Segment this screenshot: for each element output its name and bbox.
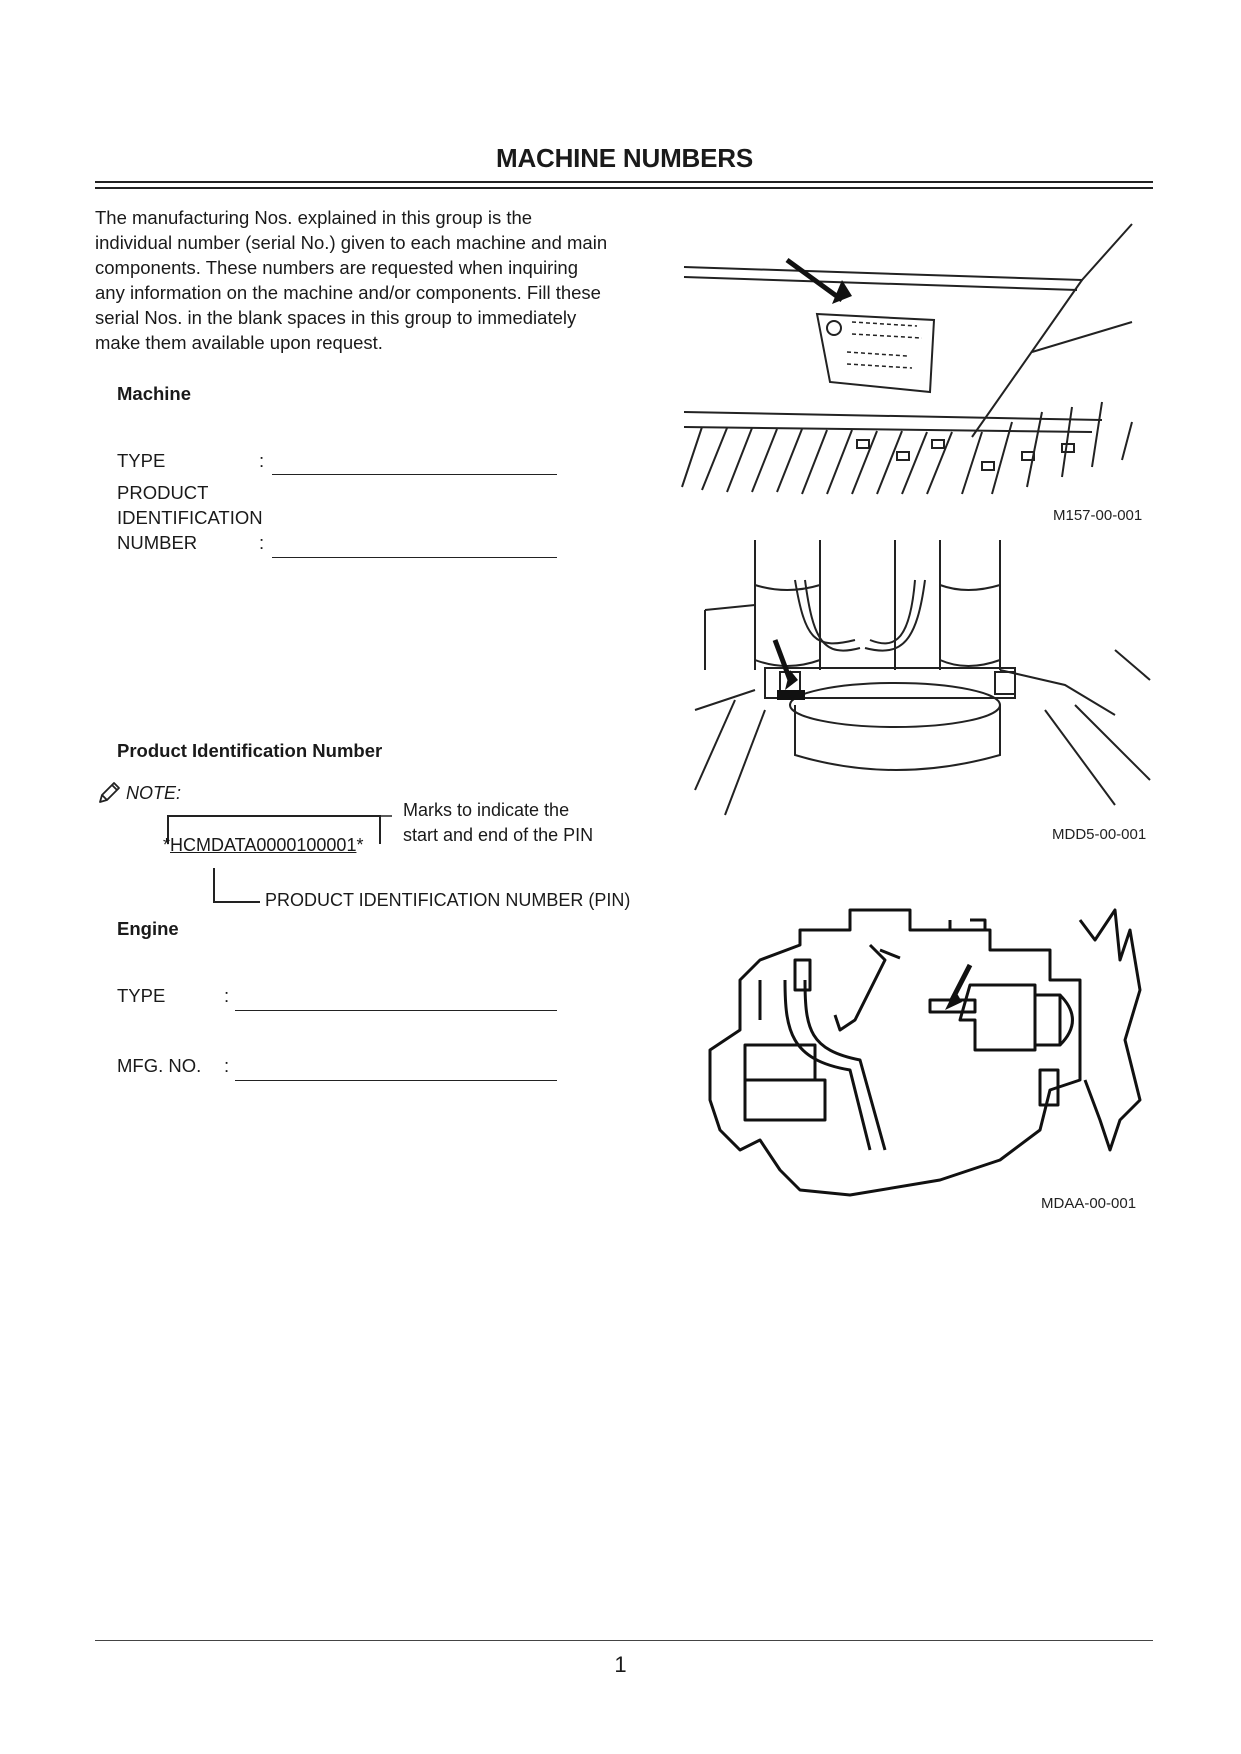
intro-paragraph [95, 205, 655, 355]
figure-caption: MDAA-00-001 [1041, 1195, 1137, 1212]
page-title: MACHINE NUMBERS [495, 143, 753, 173]
pin-heading: Product Identification Number [117, 740, 383, 761]
title-rule-thin [95, 187, 1153, 189]
machine-pin-label-2: IDENTIFICATION [117, 507, 263, 528]
machine-nameplate-illustration [682, 222, 1137, 497]
machine-pin-field[interactable] [272, 557, 557, 558]
intro-line: components. These numbers are requested when inquiring [95, 257, 579, 278]
machine-type-colon: : [259, 450, 265, 471]
pin-start-mark: * [163, 835, 171, 855]
machine-heading: Machine [117, 383, 192, 404]
pin-bracket-bottom [210, 868, 270, 910]
pencil-note-icon [96, 780, 122, 806]
machine-pin-colon: : [259, 532, 265, 553]
intro-line: serial Nos. in the blank spaces in this group to immediately [95, 307, 577, 328]
marks-explanation-1: Marks to indicate the [403, 800, 570, 820]
intro-line: any information on the machine and/or components. Fill these [95, 282, 601, 303]
intro-line: The manufacturing Nos. explained in this group is the [95, 207, 533, 228]
pin-plate-location-illustration [695, 540, 1150, 815]
figure-caption: M157-00-001 [1053, 507, 1143, 524]
engine-type-label: TYPE [117, 985, 166, 1006]
machine-pin-label-3: NUMBER [117, 532, 198, 553]
pin-example-value: HCMDATA0000100001 [170, 835, 357, 855]
engine-type-field[interactable] [235, 1010, 557, 1011]
engine-mfg-colon: : [224, 1055, 230, 1076]
engine-type-colon: : [224, 985, 230, 1006]
pin-end-mark: * [356, 835, 364, 855]
engine-mfg-field[interactable] [235, 1080, 557, 1081]
page-number: 1 [614, 1652, 627, 1677]
title-rule [95, 181, 1153, 183]
engine-mfg-label: MFG. NO. [117, 1055, 202, 1076]
figure-caption: MDD5-00-001 [1052, 826, 1147, 843]
footer-rule [95, 1640, 1153, 1641]
note-label: NOTE: [126, 783, 182, 803]
machine-pin-label-1: PRODUCT [117, 482, 209, 503]
engine-nameplate-illustration [700, 900, 1155, 1200]
machine-type-label: TYPE [117, 450, 166, 471]
pin-example [163, 835, 363, 856]
machine-type-field[interactable] [272, 474, 557, 475]
intro-line: make them available upon request. [95, 332, 383, 353]
pin-caption: PRODUCT IDENTIFICATION NUMBER (PIN) [265, 890, 631, 910]
marks-explanation-2: start and end of the PIN [403, 825, 594, 845]
intro-line: individual number (serial No.) given to each machine and main [95, 232, 608, 253]
engine-heading: Engine [117, 918, 179, 939]
